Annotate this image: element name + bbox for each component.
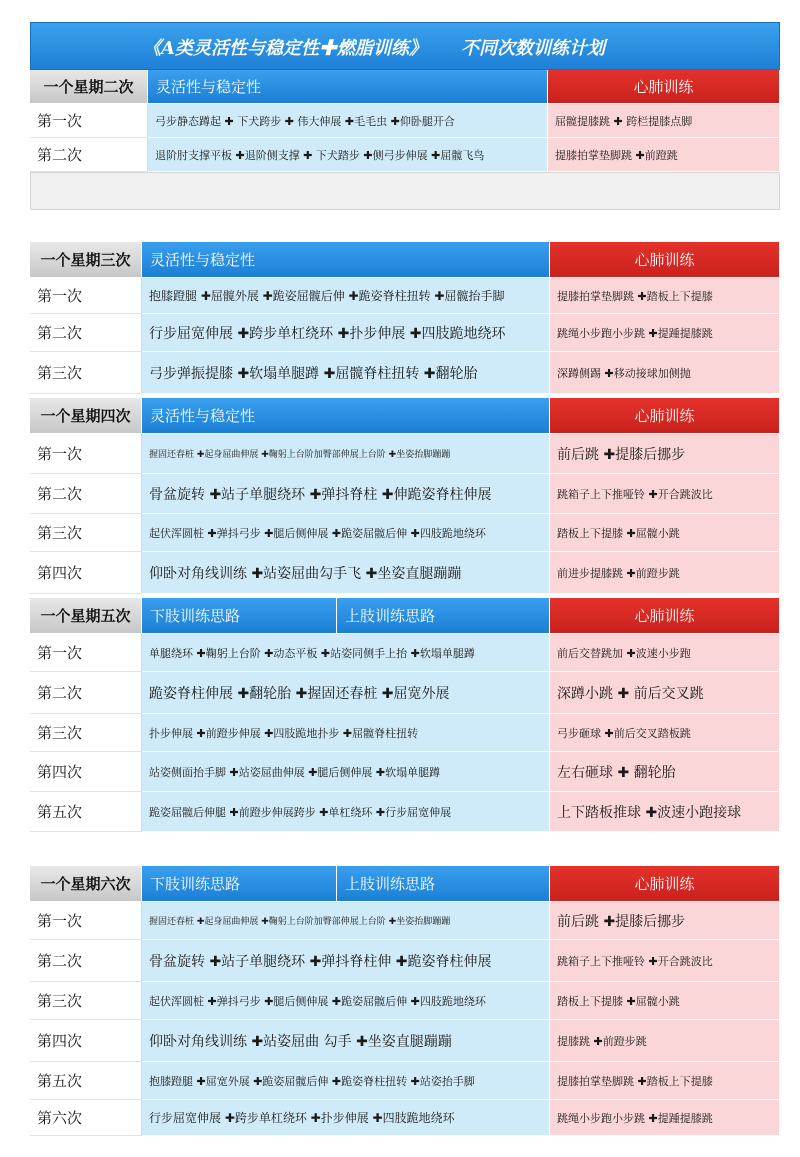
exercise-cell: 仰卧对角线训练 ✚站姿屈曲 勾手 ✚坐姿直腿蹦蹦 [142, 1020, 550, 1062]
table-header-row [30, 70, 780, 104]
session-label: 第二次 [30, 940, 142, 982]
cardio-cell: 提膝拍掌垫脚跳 ✚前蹬跳 [548, 138, 780, 172]
page-subtitle: 不同次数训练计划 [461, 38, 605, 59]
table-header-row [30, 866, 780, 902]
cardio-cell: 屈髋提膝跳 ✚ 跨栏提膝点脚 [548, 104, 780, 138]
session-label: 第三次 [30, 982, 142, 1020]
session-label: 第五次 [30, 792, 142, 832]
header-mobility-stability: 灵活性与稳定性 [142, 242, 550, 278]
header-mobility-stability: 灵活性与稳定性 [148, 70, 548, 104]
cardio-cell: 弓步砸球 ✚前后交叉踏板跳 [550, 714, 780, 752]
session-label: 第三次 [30, 352, 142, 394]
exercise-cell: 行步屈宽伸展 ✚跨步单杠绕环 ✚扑步伸展 ✚四肢跪地绕环 [142, 1100, 550, 1136]
cardio-cell: 深蹲侧踢 ✚移动接球加侧抛 [550, 352, 780, 394]
table-header-row [30, 398, 780, 434]
empty-row [30, 172, 780, 210]
table-row [30, 138, 780, 172]
table-row [30, 982, 780, 1020]
exercise-cell: 抱膝蹬腿 ✚屈髋外展 ✚跪姿屈髋后伸 ✚跪姿脊柱扭转 ✚屈髋抬手脚 [142, 278, 550, 314]
session-label: 第一次 [30, 634, 142, 672]
exercise-cell: 握固还春桩 ✚起身屈曲伸展 ✚鞠躬上台阶加臀部伸展上台阶 ✚坐姿抬脚蹦蹦 [142, 902, 550, 940]
exercise-cell: 抱膝蹬腿 ✚屈宽外展 ✚跪姿屈髋后伸 ✚跪姿脊柱扭转 ✚站姿抬手脚 [142, 1062, 550, 1100]
table-row [30, 1100, 780, 1136]
exercise-cell: 弓步弹振提膝 ✚软塌单腿蹲 ✚屈髋脊柱扭转 ✚翻轮胎 [142, 352, 550, 394]
session-label: 第四次 [30, 1020, 142, 1062]
cardio-cell: 跳绳小步跑小步跳 ✚提踵提膝跳 [550, 314, 780, 352]
session-label: 第一次 [30, 434, 142, 474]
session-label: 第一次 [30, 278, 142, 314]
header-lower-body: 下肢训练思路 [142, 598, 337, 634]
table-row [30, 278, 780, 314]
page-title: 《A类灵活性与稳定性✚燃脂训练》 [143, 38, 427, 59]
cardio-cell: 深蹲小跳 ✚ 前后交叉跳 [550, 672, 780, 714]
exercise-cell: 站姿侧面抬手脚 ✚站姿屈曲伸展 ✚腿后侧伸展 ✚软塌单腿蹲 [142, 752, 550, 792]
table-row [30, 752, 780, 792]
table-header-row [30, 598, 780, 634]
session-label: 第一次 [30, 104, 148, 138]
cardio-cell: 前后跳 ✚提膝后挪步 [550, 902, 780, 940]
session-label: 第四次 [30, 752, 142, 792]
exercise-cell: 仰卧对角线训练 ✚站姿屈曲勾手飞 ✚坐姿直腿蹦蹦 [142, 552, 550, 594]
cardio-cell: 跳绳小步跑小步跳 ✚提踵提膝跳 [550, 1100, 780, 1136]
cardio-cell: 提膝拍掌垫脚跳 ✚踏板上下提膝 [550, 278, 780, 314]
exercise-cell: 行步屈宽伸展 ✚跨步单杠绕环 ✚扑步伸展 ✚四肢跪地绕环 [142, 314, 550, 352]
table-row [30, 672, 780, 714]
title-banner [30, 22, 780, 70]
exercise-cell: 骨盆旋转 ✚站子单腿绕环 ✚弹抖脊柱 ✚伸跪姿脊柱伸展 [142, 474, 550, 514]
exercise-cell: 跪姿屈髋后伸腿 ✚前蹬步伸展跨步 ✚单杠绕环 ✚行步屈宽伸展 [142, 792, 550, 832]
header-upper-body: 上肢训练思路 [337, 598, 550, 634]
exercise-cell: 退阶肘支撑平板 ✚退阶侧支撑 ✚ 下犬踏步 ✚侧弓步伸展 ✚屈髋飞鸟 [148, 138, 548, 172]
table-row [30, 940, 780, 982]
session-label: 第五次 [30, 1062, 142, 1100]
cardio-cell: 踏板上下提膝 ✚屈髋小跳 [550, 982, 780, 1020]
cardio-cell: 左右砸球 ✚ 翻轮胎 [550, 752, 780, 792]
week-label: 一个星期六次 [30, 866, 142, 902]
week-label: 一个星期二次 [30, 70, 148, 104]
table-row [30, 714, 780, 752]
table-row [30, 514, 780, 552]
cardio-cell: 上下踏板推球 ✚波速小跑接球 [550, 792, 780, 832]
header-mobility-stability: 灵活性与稳定性 [142, 398, 550, 434]
header-upper-body: 上肢训练思路 [337, 866, 550, 902]
exercise-cell: 弓步静态蹲起 ✚ 下犬跨步 ✚ 伟大伸展 ✚毛毛虫 ✚仰卧腿开合 [148, 104, 548, 138]
table-row [30, 352, 780, 394]
table-row [30, 474, 780, 514]
cardio-cell: 踏板上下提膝 ✚屈髋小跳 [550, 514, 780, 552]
table-header-row [30, 242, 780, 278]
exercise-cell: 起伏浑圆桩 ✚弹抖弓步 ✚腿后侧伸展 ✚跪姿屈髋后伸 ✚四肢跪地绕环 [142, 982, 550, 1020]
session-label: 第三次 [30, 714, 142, 752]
table-row [30, 552, 780, 594]
week-label: 一个星期三次 [30, 242, 142, 278]
table-row [30, 902, 780, 940]
header-cardio: 心肺训练 [548, 70, 780, 104]
session-label: 第三次 [30, 514, 142, 552]
session-label: 第一次 [30, 902, 142, 940]
exercise-cell: 骨盆旋转 ✚站子单腿绕环 ✚弹抖脊柱伸 ✚跪姿脊柱伸展 [142, 940, 550, 982]
cardio-cell: 跳箱子上下推哑铃 ✚开合跳波比 [550, 940, 780, 982]
exercise-cell: 扑步伸展 ✚前蹬步伸展 ✚四肢跪地扑步 ✚屈髋脊柱扭转 [142, 714, 550, 752]
table-row [30, 314, 780, 352]
table-row [30, 634, 780, 672]
header-lower-body: 下肢训练思路 [142, 866, 337, 902]
table-row [30, 104, 780, 138]
cardio-cell: 前后跳 ✚提膝后挪步 [550, 434, 780, 474]
week-label: 一个星期四次 [30, 398, 142, 434]
header-cardio: 心肺训练 [550, 242, 780, 278]
session-label: 第二次 [30, 672, 142, 714]
session-label: 第二次 [30, 314, 142, 352]
cardio-cell: 提膝跳 ✚前蹬步跳 [550, 1020, 780, 1062]
week-label: 一个星期五次 [30, 598, 142, 634]
table-row [30, 1020, 780, 1062]
exercise-cell: 握固还春桩 ✚起身屈曲伸展 ✚鞠躬上台阶加臀部伸展上台阶 ✚坐姿抬脚蹦蹦 [142, 434, 550, 474]
exercise-cell: 跪姿脊柱伸展 ✚翻轮胎 ✚握固还春桩 ✚屈宽外展 [142, 672, 550, 714]
header-cardio: 心肺训练 [550, 598, 780, 634]
exercise-cell: 起伏浑圆桩 ✚弹抖弓步 ✚腿后侧伸展 ✚跪姿屈髋后伸 ✚四肢跪地绕环 [142, 514, 550, 552]
table-row [30, 434, 780, 474]
session-label: 第六次 [30, 1100, 142, 1136]
session-label: 第二次 [30, 474, 142, 514]
table-row [30, 1062, 780, 1100]
session-label: 第二次 [30, 138, 148, 172]
session-label: 第四次 [30, 552, 142, 594]
exercise-cell: 单腿绕环 ✚鞠躬上台阶 ✚动态平板 ✚站姿同侧手上抬 ✚软塌单腿蹲 [142, 634, 550, 672]
cardio-cell: 前后交替跳加 ✚波速小步跑 [550, 634, 780, 672]
header-cardio: 心肺训练 [550, 866, 780, 902]
header-cardio: 心肺训练 [550, 398, 780, 434]
cardio-cell: 前进步提膝跳 ✚前蹬步跳 [550, 552, 780, 594]
cardio-cell: 跳箱子上下推哑铃 ✚开合跳波比 [550, 474, 780, 514]
cardio-cell: 提膝拍掌垫脚跳 ✚踏板上下提膝 [550, 1062, 780, 1100]
table-row [30, 792, 780, 832]
